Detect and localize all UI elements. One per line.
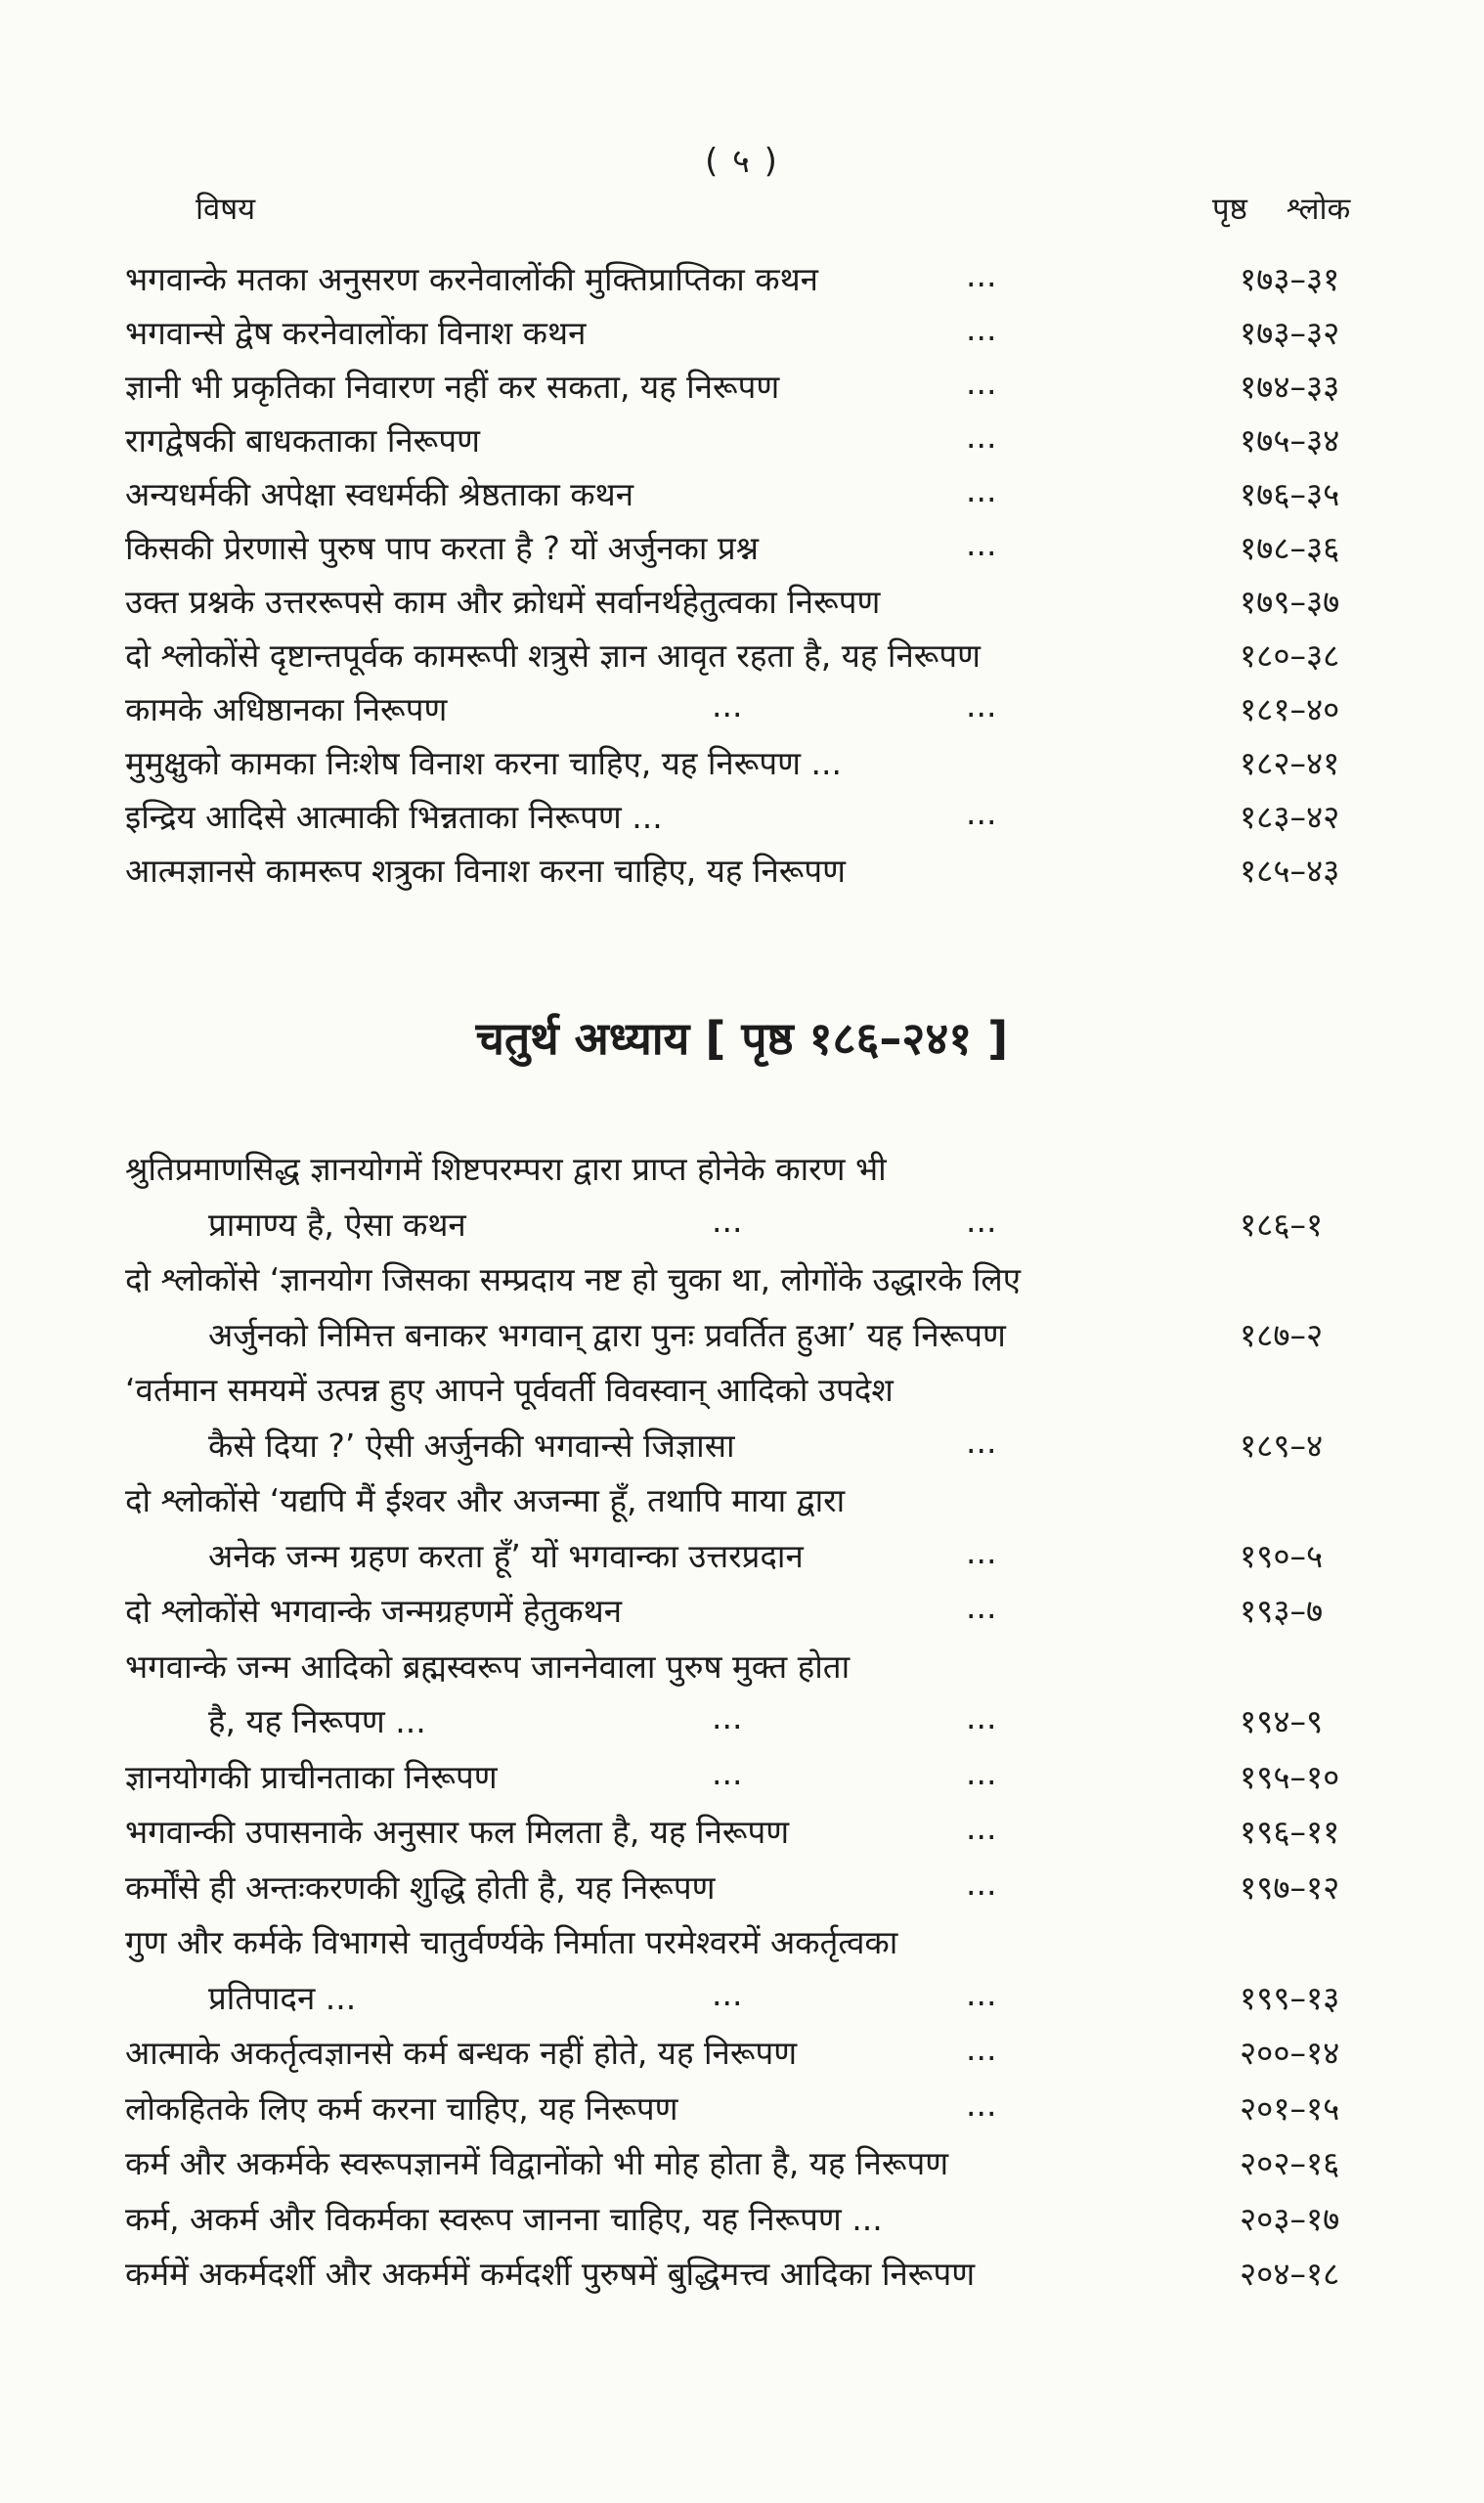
toc-entry <box>125 633 1386 681</box>
toc-entry-text: इन्द्रिय आदिसे आत्माकी भिन्नताका निरूपण ... <box>125 798 663 836</box>
leader-dots: ... <box>966 1532 997 1571</box>
toc-entry <box>125 848 1386 897</box>
page-verse-ref: १८०–३८ <box>1240 637 1340 675</box>
toc-entry <box>125 1809 1386 1858</box>
leader-dots: ... <box>966 310 997 348</box>
toc-entry-text: गुण और कर्मके विभागसे चातुर्वर्ण्यके निर्माता परमेश्वरमें अकर्तृत्वका <box>125 1923 898 1961</box>
leader-dots: ... <box>966 2085 997 2124</box>
leader-dots: ... <box>966 1698 997 1736</box>
toc-entry <box>125 1698 1386 1747</box>
page-verse-ref: १७५–३४ <box>1240 421 1340 460</box>
page-verse-ref: १८२–४१ <box>1240 744 1340 782</box>
leader-dots: ... <box>966 2030 997 2068</box>
toc-entry-text: कर्म और अकर्मके स्वरूपज्ञानमें विद्वानोंको भी मोह होता है, यह निरूपण <box>125 2144 949 2182</box>
toc-entry <box>125 1312 1386 1361</box>
leader-dots: ... <box>712 1974 743 2013</box>
toc-entry-text: आत्मज्ञानसे कामरूप शत्रुका विनाश करना चाहिए, यह निरूपण <box>125 852 847 890</box>
toc-entry-text: रागद्वेषकी बाधकताका निरूपण <box>125 421 480 460</box>
toc-entry-text: ‘वर्तमान समयमें उत्पन्न हुए आपने पूर्ववर्ती विवस्वान् आदिको उपदेश <box>125 1371 894 1409</box>
page-verse-ref: २००–१४ <box>1240 2034 1340 2072</box>
toc-entry <box>125 1644 1386 1692</box>
toc-entry <box>125 2140 1386 2189</box>
toc-entry-text: प्रामाण्य है, ऐसा कथन <box>208 1205 466 1244</box>
leader-dots: ... <box>966 1753 997 1792</box>
leader-dots: ... <box>712 686 743 725</box>
column-header-page-verse: पृष्ठ श्लोक <box>1212 192 1351 227</box>
toc-entry-text: भगवान्से द्वेष करनेवालोंका विनाश कथन <box>125 314 587 352</box>
toc-entry <box>125 740 1386 789</box>
page-verse-ref: १७९–३७ <box>1240 583 1340 621</box>
toc-entry-text: ज्ञानी भी प्रकृतिका निवारण नहीं कर सकता, यह निरूपण <box>125 368 780 406</box>
page-verse-ref: २०१–१५ <box>1240 2088 1340 2128</box>
page-verse-ref: १८३–४२ <box>1240 798 1340 836</box>
toc-entry-text: कर्म, अकर्म और विकर्मका स्वरूप जानना चाहिए, यह निरूपण ... <box>125 2199 883 2238</box>
toc-entry <box>125 417 1386 466</box>
page-verse-ref: १७६–३५ <box>1240 475 1340 513</box>
toc-entry-text: उक्त प्रश्नके उत्तररूपसे काम और क्रोधमें सर्वानर्थहेतुत्वका निरूपण <box>125 583 881 621</box>
leader-dots: ... <box>966 1588 997 1626</box>
toc-entry <box>125 256 1386 305</box>
toc-entry-text: किसकी प्रेरणासे पुरुष पाप करता है ? यों अर्जुनका प्रश्न <box>125 529 760 567</box>
page-verse-ref: १८६–१ <box>1240 1205 1324 1244</box>
page-verse-ref: १९५–१० <box>1240 1757 1340 1796</box>
toc-entry-text: भगवान्की उपासनाके अनुसार फल मिलता है, यह निरूपण <box>125 1813 790 1851</box>
toc-entry-text: भगवान्के जन्म आदिको ब्रह्मस्वरूप जाननेवाला पुरुष मुक्त होता <box>125 1647 851 1686</box>
toc-entry-text: है, यह निरूपण ... <box>208 1702 426 1740</box>
leader-dots: ... <box>966 417 997 456</box>
toc-entry-text: अनेक जन्म ग्रहण करता हूँ’ यों भगवान्का उत्तरप्रदान <box>208 1536 804 1575</box>
toc-entry <box>125 794 1386 843</box>
toc-entry-text: अर्जुनको निमित्त बनाकर भगवान् द्वारा पुनः प्रवर्तित हुआ’ यह निरूपण <box>208 1315 1006 1354</box>
toc-entry-text: दो श्लोकोंसे भगवान्के जन्मग्रहणमें हेतुकथन <box>125 1592 623 1630</box>
toc-entry <box>125 1256 1386 1305</box>
toc-entry-text: लोकहितके लिए कर्म करना चाहिए, यह निरूपण <box>125 2088 678 2128</box>
toc-entry <box>125 1477 1386 1526</box>
toc-entry-text: दो श्लोकोंसे दृष्टान्तपूर्वक कामरूपी शत्रुसे ज्ञान आवृत रहता है, यह निरूपण <box>125 637 982 675</box>
page-verse-ref: २०४–१८ <box>1240 2255 1340 2293</box>
toc-entry <box>125 686 1386 735</box>
leader-dots: ... <box>966 364 997 402</box>
toc-entry-text: ज्ञानयोगकी प्राचीनताका निरूपण <box>125 1757 498 1796</box>
page-verse-ref: १८१–४० <box>1240 690 1340 728</box>
column-header-subject: विषय <box>196 192 256 227</box>
toc-entry <box>125 364 1386 413</box>
page-verse-ref: १८५–४३ <box>1240 852 1340 890</box>
leader-dots: ... <box>966 1201 997 1240</box>
toc-entry-text: अन्यधर्मकी अपेक्षा स्वधर्मकी श्रेष्ठताका कथन <box>125 475 634 513</box>
toc-entry <box>125 1919 1386 1968</box>
page-verse-ref: २०२–१६ <box>1240 2144 1340 2182</box>
toc-entry-text: मुमुक्षुको कामका निःशेष विनाश करना चाहिए, यह निरूपण ... <box>125 744 842 782</box>
leader-dots: ... <box>712 1698 743 1736</box>
toc-entry <box>125 1146 1386 1195</box>
toc-entry <box>125 1202 1386 1251</box>
toc-entry <box>125 525 1386 574</box>
page-verse-ref: १८७–२ <box>1240 1315 1324 1354</box>
toc-entry-text: कर्मोंसे ही अन्तःकरणकी शुद्धि होती है, यह निरूपण <box>125 1867 716 1907</box>
toc-entry <box>125 310 1386 359</box>
toc-entry <box>125 1423 1386 1471</box>
page-verse-ref: १७४–३३ <box>1240 368 1340 406</box>
page-verse-ref: १७३–३२ <box>1240 314 1340 352</box>
toc-entry-text: कामके अधिष्ठानका निरूपण <box>125 690 448 728</box>
toc-entry <box>125 1975 1386 2024</box>
page-verse-ref: १९६–११ <box>1240 1813 1340 1851</box>
toc-entry <box>125 471 1386 520</box>
page-verse-ref: १९९–१३ <box>1240 1978 1340 2017</box>
toc-entry <box>125 2251 1386 2300</box>
page-verse-ref: १९०–५ <box>1240 1536 1324 1575</box>
toc-entry-text: दो श्लोकोंसे ‘यद्यपि मैं ईश्वर और अजन्मा हूँ, तथापि माया द्वारा <box>125 1481 846 1519</box>
toc-entry <box>125 1533 1386 1582</box>
page-verse-ref: १७३–३१ <box>1240 260 1340 298</box>
leader-dots: ... <box>966 471 997 509</box>
leader-dots: ... <box>966 794 997 832</box>
chapter-title: चतुर्थ अध्याय [ पृष्ठ १८६–२४१ ] <box>475 1012 1009 1065</box>
page-verse-ref: १९४–९ <box>1240 1702 1324 1740</box>
leader-dots: ... <box>966 1974 997 2013</box>
leader-dots: ... <box>966 1864 997 1903</box>
page-verse-ref: १९३–७ <box>1240 1592 1324 1630</box>
toc-entry-text: दो श्लोकोंसे ‘ज्ञानयोग जिसका सम्प्रदाय नष्ट हो चुका था, लोगोंके उद्धारके लिए <box>125 1260 1022 1298</box>
toc-entry-text: आत्माके अकर्तृत्वज्ञानसे कर्म बन्धक नहीं होते, यह निरूपण <box>125 2034 798 2072</box>
leader-dots: ... <box>966 686 997 725</box>
leader-dots: ... <box>966 1422 997 1461</box>
leader-dots: ... <box>966 256 997 294</box>
toc-entry <box>125 1588 1386 1637</box>
toc-entry <box>125 1865 1386 1913</box>
toc-entry <box>125 1367 1386 1416</box>
leader-dots: ... <box>966 525 997 563</box>
toc-entry-text: कैसे दिया ?’ ऐसी अर्जुनकी भगवान्से जिज्ञासा <box>208 1426 735 1465</box>
toc-entry <box>125 2086 1386 2134</box>
toc-entry-text: श्रुतिप्रमाणसिद्ध ज्ञानयोगमें शिष्टपरम्परा द्वारा प्राप्त होनेके कारण भी <box>125 1150 887 1188</box>
page-verse-ref: २०३–१७ <box>1240 2199 1340 2238</box>
toc-entry <box>125 1754 1386 1803</box>
leader-dots: ... <box>712 1753 743 1792</box>
page-verse-ref: १९७–१२ <box>1240 1867 1340 1907</box>
toc-entry-text: कर्ममें अकर्मदर्शी और अकर्ममें कर्मदर्शी पुरुषमें बुद्धिमत्त्व आदिका निरूपण <box>125 2255 976 2293</box>
toc-entry-text: प्रतिपादन ... <box>208 1978 357 2017</box>
page-verse-ref: १८९–४ <box>1240 1426 1324 1465</box>
toc-entry <box>125 2196 1386 2245</box>
toc-entry <box>125 579 1386 628</box>
page-verse-ref: १७८–३६ <box>1240 529 1340 567</box>
toc-entry <box>125 2030 1386 2079</box>
leader-dots: ... <box>966 1809 997 1847</box>
toc-entry-text: भगवान्के मतका अनुसरण करनेवालोंकी मुक्तिप्राप्तिका कथन <box>125 260 818 298</box>
page-number: ( ५ ) <box>705 142 779 181</box>
leader-dots: ... <box>712 1201 743 1240</box>
